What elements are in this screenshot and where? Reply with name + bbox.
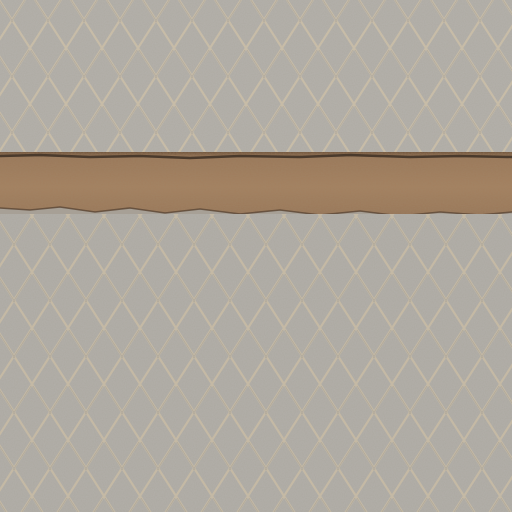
upper-diamond-panel (0, 0, 512, 156)
lower-panel-graphic (0, 214, 512, 512)
upper-panel-graphic (0, 0, 512, 156)
lower-diamond-panel (0, 214, 512, 512)
dirt-strip-graphic (0, 152, 512, 222)
dirt-strip (0, 152, 512, 222)
